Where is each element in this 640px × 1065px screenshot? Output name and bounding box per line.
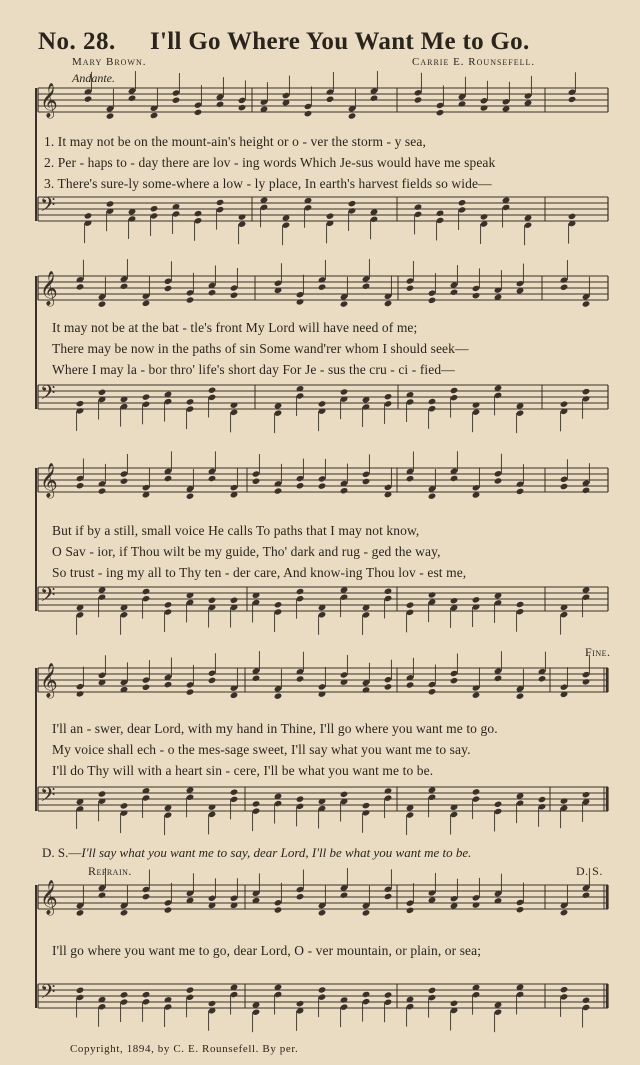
lyricist-credit: Mary Brown. <box>72 56 147 68</box>
note-head <box>384 893 393 900</box>
note-head <box>142 588 151 595</box>
treble-clef: 𝄞 <box>40 663 58 698</box>
note-head <box>252 800 261 807</box>
note-head <box>216 101 225 108</box>
note-head <box>120 802 129 809</box>
note-head <box>450 597 459 604</box>
note-head <box>296 482 305 489</box>
note-head <box>472 692 481 699</box>
note-head <box>582 892 591 899</box>
note-head <box>348 112 357 119</box>
note-head <box>296 795 305 802</box>
note-head <box>516 488 525 495</box>
note-head <box>428 591 437 598</box>
note-head <box>230 292 239 299</box>
note-head <box>560 797 569 804</box>
ds-instruction <box>42 845 471 861</box>
note-head <box>128 95 137 102</box>
note-head <box>208 387 217 394</box>
note-head <box>406 907 415 914</box>
note-head <box>428 297 437 304</box>
note-head <box>208 597 217 604</box>
note-head <box>340 996 349 1003</box>
note-head <box>516 692 525 699</box>
lyric-line: So trust - ing my all to Thy ten - der care, And know-ing Thou lov - est me, <box>52 565 467 580</box>
note-head <box>164 906 173 913</box>
note-head <box>164 681 173 688</box>
note-head <box>384 300 393 307</box>
note-head <box>450 387 459 394</box>
note-head <box>230 788 239 795</box>
note-head <box>194 109 203 116</box>
note-head <box>164 285 173 292</box>
note-head <box>384 588 393 595</box>
note-head <box>76 283 85 290</box>
bass-clef: 𝄢 <box>40 381 56 409</box>
note-head <box>582 388 591 395</box>
lyric-line: I'll an - swer, dear Lord, with my hand in Thine, I'll go where you want me to go. <box>52 721 498 736</box>
note-head <box>98 300 107 307</box>
lyric-line: My voice shall ech - o the mes-sage sweet, I'll say what you want me to say. <box>52 742 471 757</box>
note-head <box>142 684 151 691</box>
note-head <box>582 300 591 307</box>
note-head <box>150 112 159 119</box>
hymn-number: No. 28. <box>38 28 116 55</box>
note-head <box>538 675 547 682</box>
tempo-marking: Andante. <box>72 71 115 85</box>
ds-label: D. S.— <box>42 845 82 860</box>
note-head <box>318 986 327 993</box>
note-head <box>76 690 85 697</box>
note-head <box>494 675 503 682</box>
note-head <box>230 597 239 604</box>
bass-clef: 𝄢 <box>40 583 56 611</box>
note-head <box>296 1000 305 1007</box>
note-head <box>84 212 93 219</box>
note-head <box>362 909 371 916</box>
note-head <box>164 475 173 482</box>
note-head <box>450 289 459 296</box>
ds-mark: D. S. <box>576 864 603 878</box>
note-head <box>208 677 217 684</box>
note-head <box>362 802 371 809</box>
note-head <box>436 210 445 217</box>
note-head <box>296 893 305 900</box>
note-head <box>348 200 357 207</box>
note-head <box>472 596 481 603</box>
note-head <box>84 95 93 102</box>
note-head <box>186 398 195 405</box>
note-head <box>120 991 129 998</box>
note-head <box>296 675 305 682</box>
note-head <box>450 475 459 482</box>
note-head <box>340 791 349 798</box>
note-head <box>76 482 85 489</box>
note-head <box>384 393 393 400</box>
note-head <box>304 110 313 117</box>
note-head <box>450 1000 459 1007</box>
note-head <box>274 487 283 494</box>
lyric-line: 1. It may not be on the mount-ain's height or o - ver the storm - y sea, <box>44 134 426 149</box>
note-head <box>76 909 85 916</box>
lyric-line: I'll do Thy will with a heart sin - cere, I'll be what you want me to be. <box>52 763 434 778</box>
note-head <box>238 213 247 220</box>
note-head <box>406 285 415 292</box>
note-head <box>560 986 569 993</box>
note-head <box>318 283 327 290</box>
note-head <box>428 987 437 994</box>
ds-text: I'll say what you want me to say, dear Lord, I'll be what you want me to be. <box>81 845 472 860</box>
note-head <box>208 1000 217 1007</box>
treble-clef: 𝄞 <box>40 880 58 915</box>
note-head <box>560 400 569 407</box>
note-head <box>538 796 547 803</box>
note-head <box>472 401 481 408</box>
copyright-notice: Copyright, 1894, by C. E. Rounsefell. By per. <box>70 1043 299 1055</box>
note-head <box>494 897 503 904</box>
note-head <box>120 909 129 916</box>
note-head <box>414 96 423 103</box>
note-head <box>384 787 393 794</box>
note-head <box>516 601 525 608</box>
note-head <box>458 199 467 206</box>
treble-clef: 𝄞 <box>40 271 58 306</box>
note-head <box>494 477 503 484</box>
note-head <box>252 675 261 682</box>
bass-clef: 𝄢 <box>40 783 56 811</box>
note-head <box>76 987 85 994</box>
note-head <box>362 686 371 693</box>
note-head <box>296 588 305 595</box>
note-head <box>362 283 371 290</box>
note-head <box>406 601 415 608</box>
note-head <box>98 892 107 899</box>
note-head <box>362 991 371 998</box>
note-head <box>568 213 577 220</box>
note-head <box>582 678 591 685</box>
note-head <box>472 901 481 908</box>
lyric-line: I'll go where you want me to go, dear Lord, O - ver mountain, or plain, or sea; <box>52 943 482 958</box>
note-head <box>274 692 283 699</box>
note-head <box>142 991 151 998</box>
note-head <box>384 683 393 690</box>
note-head <box>340 388 349 395</box>
lyric-line: It may not be at the bat - tle's front My Lord will have need of me; <box>52 320 418 335</box>
note-head <box>106 112 115 119</box>
note-head <box>172 97 181 104</box>
note-head <box>76 400 85 407</box>
note-head <box>582 791 591 798</box>
note-head <box>362 478 371 485</box>
fine-mark: Fine. <box>585 645 611 659</box>
note-head <box>326 96 335 103</box>
refrain-mark: Refrain. <box>88 864 132 878</box>
note-head <box>568 96 577 103</box>
bass-clef: 𝄢 <box>40 980 56 1008</box>
note-head <box>560 909 569 916</box>
note-head <box>296 298 305 305</box>
note-head <box>186 688 195 695</box>
note-head <box>186 986 195 993</box>
note-head <box>406 475 415 482</box>
note-head <box>194 210 203 217</box>
note-head <box>98 790 107 797</box>
composer-credit: Carrie E. Rounsefell. <box>412 56 536 68</box>
note-head <box>428 398 437 405</box>
note-head <box>252 478 261 485</box>
note-head <box>406 681 415 688</box>
note-head <box>450 677 459 684</box>
lyric-line: 3. There's sure-ly some-where a low - ly place, In earth's harvest fields so wide— <box>44 176 492 191</box>
note-head <box>582 487 591 494</box>
note-head <box>238 104 247 111</box>
treble-clef: 𝄞 <box>40 463 58 498</box>
note-head <box>208 475 217 482</box>
lyric-line: Where I may la - bor thro' life's short day For Je - sus the cru - ci - fied— <box>52 362 455 377</box>
note-head <box>216 199 225 206</box>
note-head <box>164 601 173 608</box>
note-head <box>186 493 195 500</box>
note-head <box>560 483 569 490</box>
note-head <box>480 213 489 220</box>
note-head <box>98 389 107 396</box>
note-head <box>480 104 489 111</box>
note-head <box>230 692 239 699</box>
lyric-line: O Sav - ior, if Thou wilt be my guide, Tho' dark and rug - ged the way, <box>52 544 441 559</box>
note-head <box>560 284 569 291</box>
note-head <box>186 296 195 303</box>
lyric-line: 2. Per - haps to - day there are lov - ing words Which Je-sus would have me speak <box>44 155 496 170</box>
note-head <box>472 788 481 795</box>
note-head <box>516 906 525 913</box>
note-head <box>340 300 349 307</box>
note-head <box>142 300 151 307</box>
note-head <box>274 906 283 913</box>
note-head <box>340 892 349 899</box>
note-head <box>318 400 327 407</box>
note-head <box>428 688 437 695</box>
lyric-line: But if by a still, small voice He calls To paths that I may not know, <box>52 523 420 538</box>
note-head <box>428 493 437 500</box>
hymn-title: I'll Go Where You Want Me to Go. <box>150 28 530 55</box>
note-head <box>142 393 151 400</box>
note-head <box>274 601 283 608</box>
note-head <box>458 100 467 107</box>
note-head <box>326 212 335 219</box>
note-head <box>208 289 217 296</box>
note-head <box>494 801 503 808</box>
note-head <box>318 482 327 489</box>
note-head <box>142 893 151 900</box>
note-head <box>318 909 327 916</box>
note-head <box>414 203 423 210</box>
note-head <box>340 487 349 494</box>
note-head <box>582 997 591 1004</box>
note-head <box>98 487 107 494</box>
note-head <box>120 283 129 290</box>
note-head <box>150 205 159 212</box>
treble-clef: 𝄞 <box>40 83 58 118</box>
lyric-line: There may be now in the paths of sin Some wand'rer whom I should seek— <box>52 341 469 356</box>
note-head <box>384 991 393 998</box>
note-head <box>106 200 115 207</box>
note-head <box>436 109 445 116</box>
note-head <box>472 292 481 299</box>
note-head <box>120 478 129 485</box>
bass-clef: 𝄢 <box>40 193 56 221</box>
note-head <box>370 95 379 102</box>
